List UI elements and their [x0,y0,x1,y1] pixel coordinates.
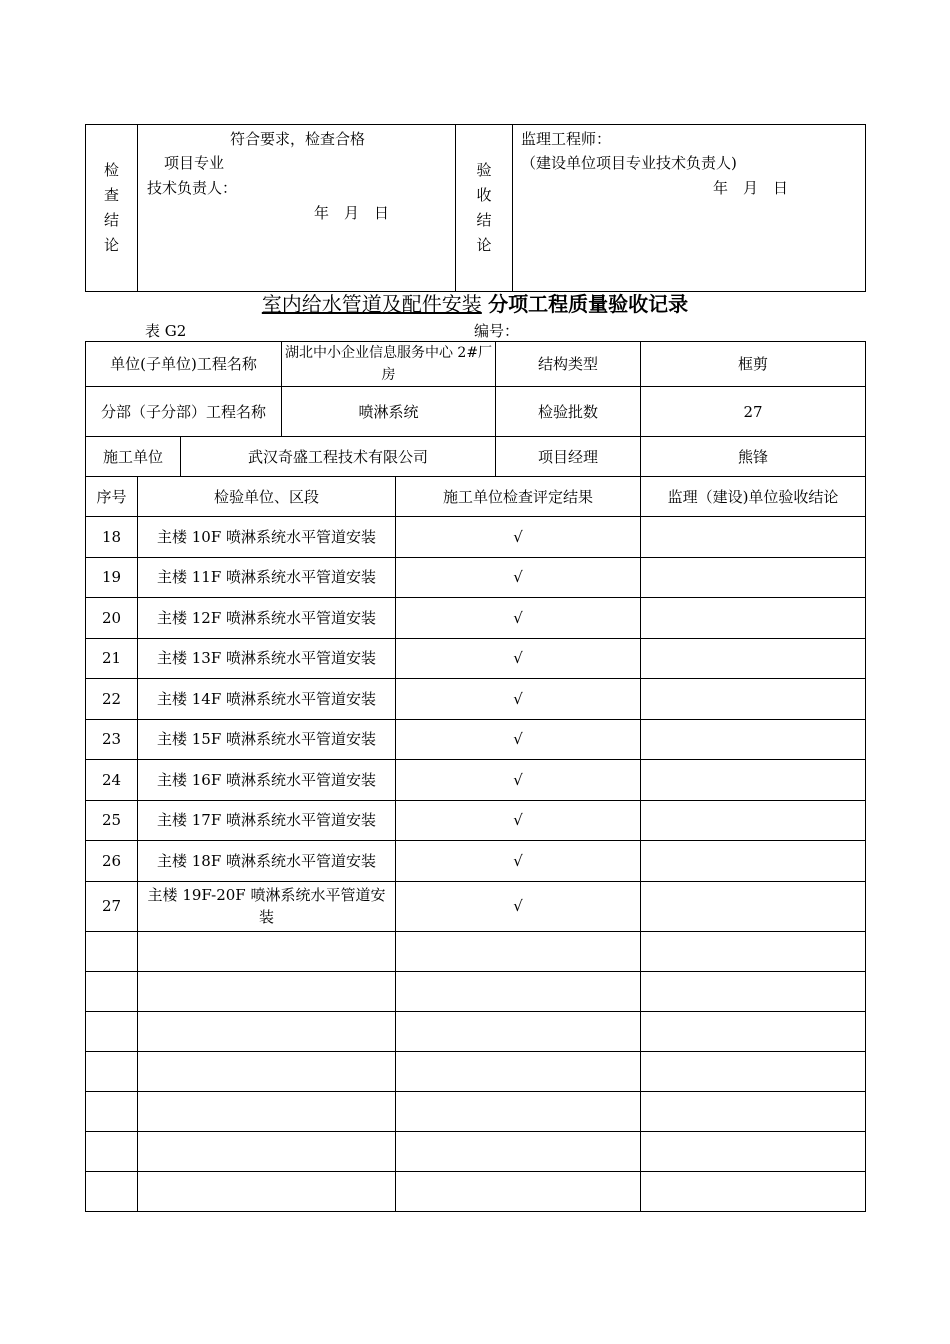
table-row [86,841,866,882]
project-professional-label: 项目专业 [164,153,225,172]
empty-cell [86,931,138,971]
empty-cell [641,1131,866,1171]
row-conclusion [641,638,866,679]
document-title: 室内给水管道及配件安装 分项工程质量验收记录 [261,292,689,316]
row-result: √ [396,638,641,679]
empty-cell [86,1172,138,1212]
empty-cell [641,1172,866,1212]
header-no: 序号 [86,477,138,517]
empty-cell [138,971,396,1011]
batch-count-label: 检验批数 [496,387,641,437]
row-conclusion [641,760,866,801]
row-number: 26 [86,841,138,882]
project-manager-label: 项目经理 [496,437,641,477]
row-result: √ [396,557,641,598]
contractor-value: 武汉奇盛工程技术有限公司 [181,437,496,477]
row-section: 主楼 19F-20F 喷淋系统水平管道安装 [138,881,396,931]
empty-row [86,971,866,1011]
row-conclusion [641,679,866,720]
date-left: 年 月 日 [314,203,390,222]
empty-row [86,931,866,971]
empty-cell [396,1051,641,1091]
row-conclusion [641,841,866,882]
empty-cell [138,931,396,971]
row-section: 主楼 16F 喷淋系统水平管道安装 [138,760,396,801]
header-result: 施工单位检查评定结果 [396,477,641,517]
project-manager-value: 熊锋 [641,437,866,477]
row-number: 20 [86,598,138,639]
structure-type-value: 框剪 [641,342,866,387]
row-conclusion [641,517,866,558]
empty-cell [138,1051,396,1091]
row-number: 22 [86,679,138,720]
row-section: 主楼 11F 喷淋系统水平管道安装 [138,557,396,598]
row-conclusion [641,557,866,598]
row-result: √ [396,598,641,639]
empty-cell [396,971,641,1011]
empty-cell [86,1051,138,1091]
empty-cell [641,931,866,971]
empty-cell [396,1172,641,1212]
row-section: 主楼 17F 喷淋系统水平管道安装 [138,800,396,841]
inspection-conclusion-cell [138,125,456,292]
empty-cell [396,1091,641,1131]
empty-row [86,1172,866,1212]
empty-cell [641,1051,866,1091]
row-conclusion [641,881,866,931]
empty-cell [86,971,138,1011]
row-number: 24 [86,760,138,801]
owner-rep-label: （建设单位项目专业技术负责人) [521,153,737,172]
division-label: 分部（子分部）工程名称 [86,387,282,437]
empty-cell [641,1011,866,1051]
empty-cell [641,1091,866,1131]
table-row [86,881,866,931]
row-section: 主楼 10F 喷淋系统水平管道安装 [138,517,396,558]
row-section: 主楼 13F 喷淋系统水平管道安装 [138,638,396,679]
empty-cell [396,1011,641,1051]
row-number: 27 [86,881,138,931]
row-number: 23 [86,719,138,760]
row-result: √ [396,881,641,931]
row-result: √ [396,679,641,720]
form-number: 表 G2 [145,322,187,340]
unit-project-value: 湖北中小企业信息服务中心 2#厂房 [282,342,496,387]
inspection-result: 符合要求，检查合格 [230,129,366,148]
table-row [86,598,866,639]
row-result: √ [396,800,641,841]
table-row [86,800,866,841]
row-number: 18 [86,517,138,558]
row-number: 19 [86,557,138,598]
row-section: 主楼 14F 喷淋系统水平管道安装 [138,679,396,720]
row-number: 21 [86,638,138,679]
row-conclusion [641,800,866,841]
table-row [86,760,866,801]
supervisor-label: 监理工程师： [521,129,612,148]
structure-type-label: 结构类型 [496,342,641,387]
empty-cell [396,1131,641,1171]
empty-cell [396,931,641,971]
empty-row [86,1131,866,1171]
table-row [86,679,866,720]
empty-cell [641,971,866,1011]
row-section: 主楼 12F 喷淋系统水平管道安装 [138,598,396,639]
acceptance-conclusion-label: 验 收 结 论 [456,125,513,292]
table-row [86,517,866,558]
empty-cell [86,1011,138,1051]
conclusion-table [85,124,866,292]
row-conclusion [641,598,866,639]
row-section: 主楼 18F 喷淋系统水平管道安装 [138,841,396,882]
header-section: 检验单位、区段 [138,477,396,517]
header-conclusion: 监理（建设)单位验收结论 [641,477,866,517]
tech-leader-label: 技术负责人： [147,178,238,197]
empty-row [86,1011,866,1051]
empty-cell [138,1172,396,1212]
empty-cell [138,1131,396,1171]
empty-cell [138,1091,396,1131]
division-value: 喷淋系统 [282,387,496,437]
empty-row [86,1091,866,1131]
row-result: √ [396,841,641,882]
empty-cell [86,1091,138,1131]
empty-cell [86,1131,138,1171]
row-result: √ [396,760,641,801]
row-result: √ [396,517,641,558]
date-right: 年 月 日 [713,178,789,197]
table-row [86,557,866,598]
acceptance-conclusion-cell [513,125,866,292]
batch-count-value: 27 [641,387,866,437]
empty-row [86,1051,866,1091]
inspection-conclusion-label: 检 查 结 论 [86,125,138,292]
unit-project-label: 单位(子单位)工程名称 [86,342,282,387]
row-result: √ [396,719,641,760]
row-section: 主楼 15F 喷淋系统水平管道安装 [138,719,396,760]
row-number: 25 [86,800,138,841]
inspection-record-table [85,341,866,1212]
table-row [86,719,866,760]
empty-cell [138,1011,396,1051]
serial-number-label: 编号： [474,322,520,340]
row-conclusion [641,719,866,760]
contractor-label: 施工单位 [86,437,181,477]
table-row [86,638,866,679]
